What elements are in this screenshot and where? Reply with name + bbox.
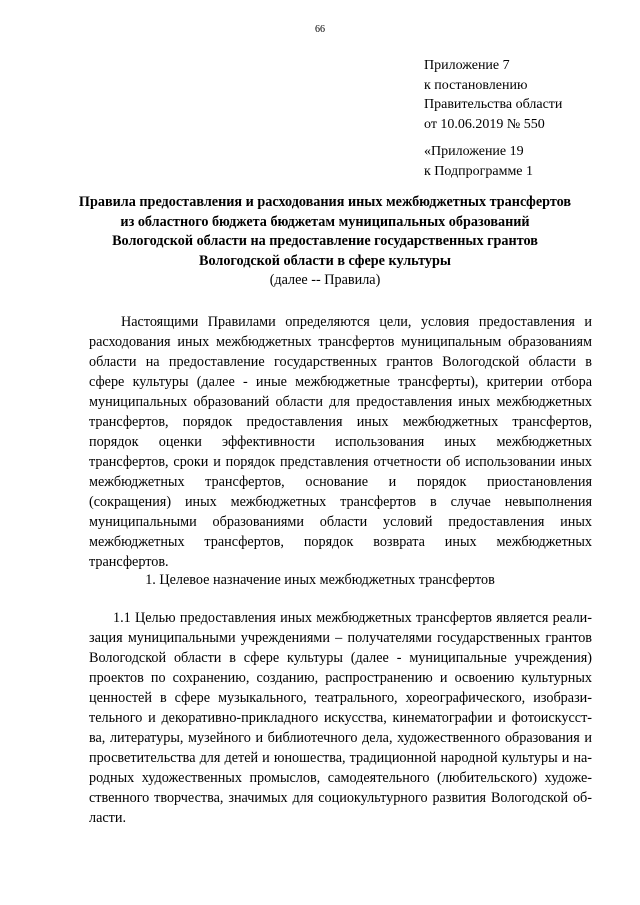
title-line: Правила предоставления и расходования иных межбюджетных трансфертов (78, 194, 572, 210)
paragraph-line: (сокращения) иных межбюджетных трансфертов в случае невыполнения (89, 494, 592, 510)
appendix-line: Приложение 7 (424, 58, 510, 73)
paragraph-line: ласти. (89, 810, 127, 826)
paragraph-line: 1.1 Целью предоставления иных межбюджетных трансфертов является реали- (113, 610, 592, 626)
appendix-line: от 10.06.2019 № 550 (424, 116, 545, 132)
page-number: 66 (315, 24, 325, 35)
paragraph-line: сфере культуры (далее - иные межбюджетные трансферты), критерии отбора (89, 374, 592, 390)
paragraph-line: межбюджетных трансфертов, основание и порядок приостановления (89, 474, 592, 490)
appendix-line: Правительства области (424, 97, 563, 112)
paragraph-line: муниципальными образованиями области условий предоставления иных (89, 514, 592, 530)
paragraph-line: зация муниципальными учреждениями – получателями государственных грантов (89, 630, 592, 646)
paragraph-line: расходования иных межбюджетных трансфертов муниципальным образованиям (89, 334, 592, 350)
paragraph-1-1 (89, 608, 592, 828)
paragraph-line: тельного и декоративно-прикладного искусства, кинематографии и фотоискусст- (89, 710, 592, 726)
paragraph-line: трансфертов, порядок предоставления иных межбюджетных трансфертов, (89, 414, 592, 430)
paragraph-line: Вологодской области в сфере культуры (далее - муниципальные учреждения) (89, 650, 592, 666)
paragraph-line: ственного творчества, значимых для социокультурного развития Вологодской об- (89, 790, 592, 806)
title-line: Вологодской области на предоставление государственных грантов (112, 233, 538, 249)
paragraph-line: родных художественных промыслов, самодеятельного (любительского) художе- (89, 770, 592, 786)
title-line: из областного бюджета бюджетам муниципальных образований (120, 213, 530, 230)
paragraph-line: порядок оценки эффективности использования иных межбюджетных (89, 434, 592, 450)
section-heading: 1. Целевое назначение иных межбюджетных трансфертов (145, 572, 495, 588)
paragraph-line: муниципальных образований области для предоставления иных межбюджетных (89, 394, 592, 410)
paragraph-line: области на предоставление государственных грантов Вологодской области в (89, 354, 592, 370)
appendix-sub-reference (424, 142, 533, 181)
paragraph-line: проектов по сохранению, созданию, распространению и освоению культурных (89, 670, 592, 686)
appendix-sub-line: к Подпрограмме 1 (424, 163, 534, 179)
paragraph-line: просветительства для детей и юношества, традиционной народной культуры и на- (89, 750, 592, 766)
paragraph-line: трансфертов. (89, 554, 169, 570)
appendix-sub-line: «Приложение 19 (424, 144, 524, 159)
appendix-reference (424, 56, 562, 134)
intro-paragraph (89, 312, 592, 572)
paragraph-line: ценностей в сфере музыкального, театрального, хореографического, изобрази- (89, 690, 592, 706)
paragraph-line: Настоящими Правилами определяются цели, условия предоставления и (121, 314, 592, 330)
title-subtitle: (далее -- Правила) (269, 272, 381, 288)
appendix-line: к постановлению (424, 77, 528, 93)
document-title (55, 193, 595, 291)
paragraph-line: ва, литературы, музейного и библиотечного дела, художественного образования и (89, 730, 592, 746)
title-line: Вологодской области в сфере культуры (199, 252, 451, 269)
paragraph-line: трансфертов, сроки и порядок представления отчетности об использовании иных (89, 454, 592, 470)
paragraph-line: межбюджетных трансфертов, порядок возврата иных межбюджетных (89, 534, 592, 550)
